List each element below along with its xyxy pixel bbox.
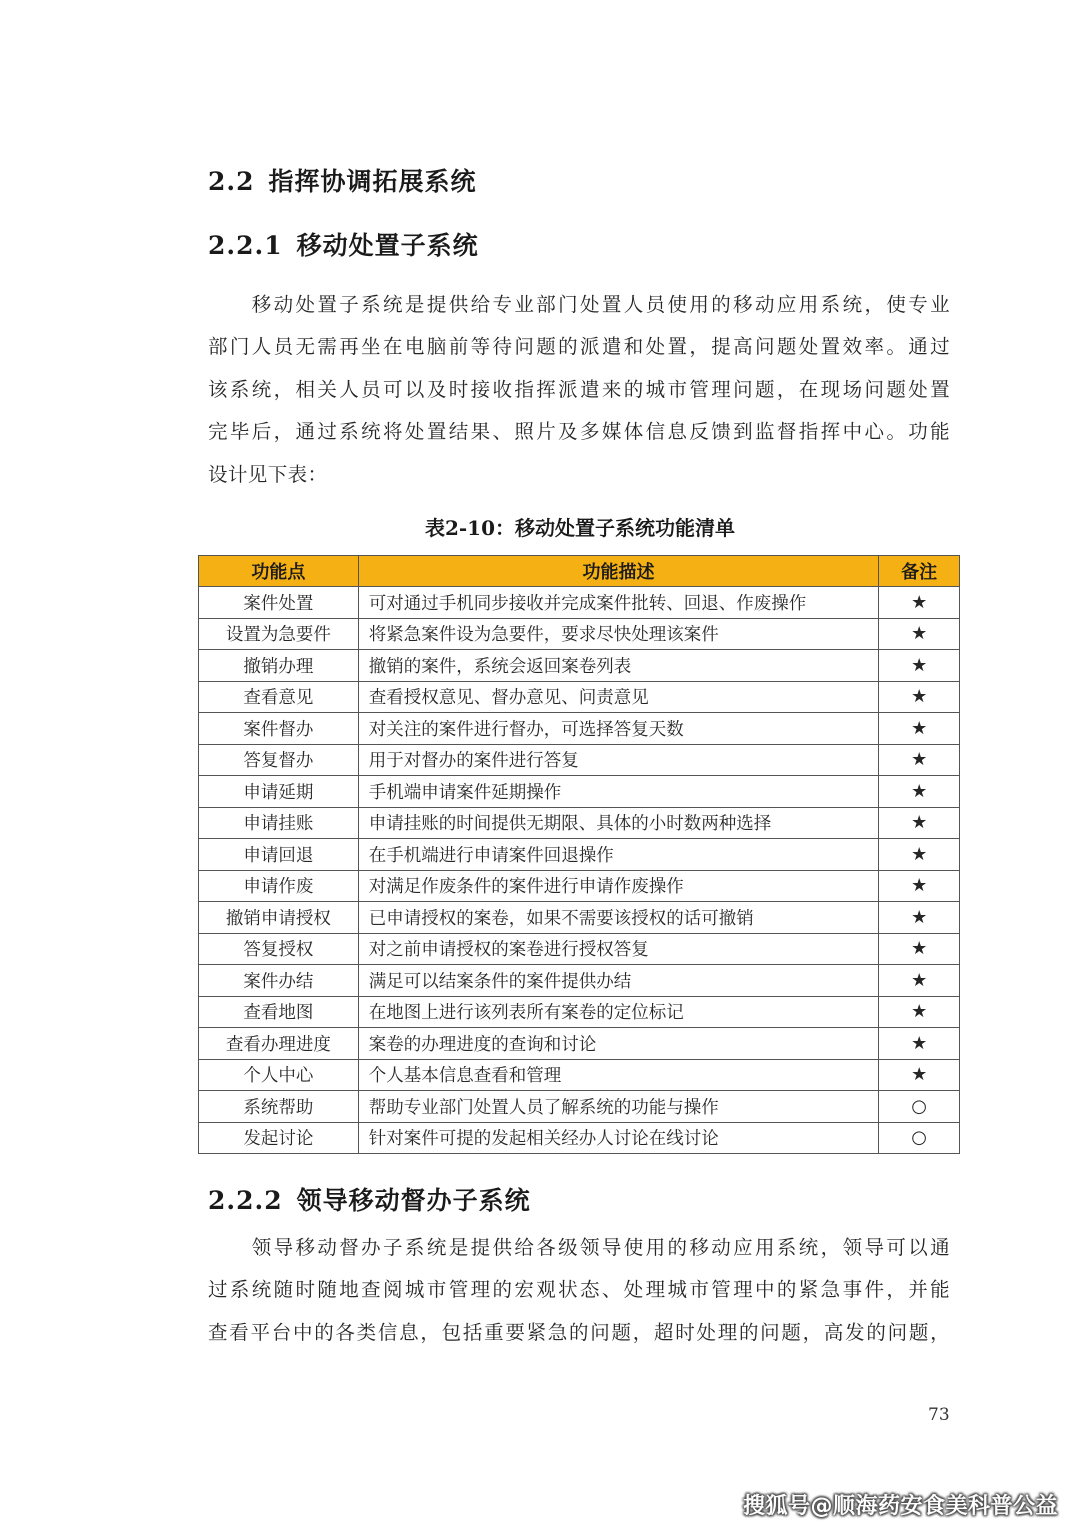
cell-remark: ○ [879, 1122, 960, 1154]
table-row [199, 650, 960, 682]
cell-description: 个人基本信息查看和管理 [358, 1059, 879, 1091]
cell-description: 已申请授权的案卷，如果不需要该授权的话可撤销 [358, 902, 879, 934]
cell-remark: ★ [879, 807, 960, 839]
cell-function-point: 案件督办 [199, 713, 359, 745]
table-row [199, 807, 960, 839]
cell-description: 对满足作废条件的案件进行申请作废操作 [358, 870, 879, 902]
cell-description: 在手机端进行申请案件回退操作 [358, 839, 879, 871]
paragraph-line: 查看平台中的各类信息，包括重要紧急的问题，超时处理的问题，高发的问题， [208, 1320, 950, 1344]
cell-description: 将紧急案件设为急要件，要求尽快处理该案件 [358, 618, 879, 650]
cell-remark: ★ [879, 1028, 960, 1060]
table-row [199, 1059, 960, 1091]
cell-description: 撤销的案件，系统会返回案卷列表 [358, 650, 879, 682]
cell-remark: ★ [879, 618, 960, 650]
cell-remark: ★ [879, 1059, 960, 1091]
cell-description: 针对案件可提的发起相关经办人讨论在线讨论 [358, 1122, 879, 1154]
cell-function-point: 撤销办理 [199, 650, 359, 682]
table-row [199, 1028, 960, 1060]
subsection-heading-1 [208, 226, 479, 262]
cell-function-point: 案件处置 [199, 587, 359, 619]
table-row [199, 681, 960, 713]
cell-description: 可对通过手机同步接收并完成案件批转、回退、作废操作 [358, 587, 879, 619]
header-remark: 备注 [879, 556, 960, 587]
cell-remark: ★ [879, 681, 960, 713]
paragraph-line: 领导移动督办子系统是提供给各级领导使用的移动应用系统，领导可以通 [208, 1236, 950, 1259]
table-row [199, 870, 960, 902]
cell-function-point: 申请回退 [199, 839, 359, 871]
cell-remark: ★ [879, 650, 960, 682]
subsection-number-1: 2.2.1 [208, 231, 283, 260]
cell-function-point: 查看意见 [199, 681, 359, 713]
cell-remark: ★ [879, 933, 960, 965]
table-row [199, 744, 960, 776]
cell-description: 手机端申请案件延期操作 [358, 776, 879, 808]
cell-description: 满足可以结案条件的案件提供办结 [358, 965, 879, 997]
cell-remark: ★ [879, 839, 960, 871]
cell-description: 在地图上进行该列表所有案卷的定位标记 [358, 996, 879, 1028]
cell-remark: ★ [879, 965, 960, 997]
source-watermark: 搜狐号@顺海药安食美科普公益 [742, 1494, 1058, 1519]
paragraph-line: 过系统随时随地查阅城市管理的宏观状态、处理城市管理中的紧急事件，并能 [208, 1278, 950, 1302]
cell-function-point: 答复督办 [199, 744, 359, 776]
cell-description: 用于对督办的案件进行答复 [358, 744, 879, 776]
paragraph-line: 移动处置子系统是提供给专业部门处置人员使用的移动应用系统，使专业 [208, 293, 950, 316]
body-paragraph-1 [208, 284, 950, 496]
table-row [199, 713, 960, 745]
subsection-title-1: 移动处置子系统 [296, 231, 479, 260]
cell-function-point: 个人中心 [199, 1059, 359, 1091]
cell-remark: ★ [879, 870, 960, 902]
cell-function-point: 发起讨论 [199, 1122, 359, 1154]
cell-function-point: 申请挂账 [199, 807, 359, 839]
cell-description: 查看授权意见、督办意见、问责意见 [358, 681, 879, 713]
header-function-point: 功能点 [199, 556, 359, 587]
cell-description: 对关注的案件进行督办，可选择答复天数 [358, 713, 879, 745]
table-row [199, 1091, 960, 1123]
paragraph-line: 部门人员无需再坐在电脑前等待问题的派遣和处置，提高问题处置效率。通过 [208, 335, 950, 359]
cell-remark: ★ [879, 744, 960, 776]
cell-function-point: 系统帮助 [199, 1091, 359, 1123]
cell-remark: ★ [879, 776, 960, 808]
cell-remark: ★ [879, 902, 960, 934]
cell-remark: ★ [879, 996, 960, 1028]
page-number: 73 [928, 1405, 950, 1425]
header-function-description: 功能描述 [358, 556, 879, 587]
subsection-heading-2 [208, 1181, 531, 1217]
cell-remark: ★ [879, 713, 960, 745]
subsection-title-2: 领导移动督办子系统 [296, 1186, 531, 1215]
section-number: 2.2 [208, 167, 255, 196]
cell-function-point: 答复授权 [199, 933, 359, 965]
function-table [198, 555, 960, 1154]
cell-function-point: 申请作废 [199, 870, 359, 902]
cell-function-point: 设置为急要件 [199, 618, 359, 650]
cell-description: 帮助专业部门处置人员了解系统的功能与操作 [358, 1091, 879, 1123]
cell-function-point: 查看办理进度 [199, 1028, 359, 1060]
cell-remark: ○ [879, 1091, 960, 1123]
cell-description: 申请挂账的时间提供无期限、具体的小时数两种选择 [358, 807, 879, 839]
cell-function-point: 申请延期 [199, 776, 359, 808]
table-row [199, 933, 960, 965]
table-row [199, 839, 960, 871]
paragraph-line: 该系统，相关人员可以及时接收指挥派遣来的城市管理问题，在现场问题处置 [208, 377, 950, 401]
section-heading [208, 162, 477, 198]
cell-function-point: 撤销申请授权 [199, 902, 359, 934]
subsection-number-2: 2.2.2 [208, 1186, 283, 1215]
body-paragraph-2 [208, 1227, 950, 1354]
table-caption: 表2-10：移动处置子系统功能清单 [424, 516, 736, 540]
table-row [199, 965, 960, 997]
table-row [199, 902, 960, 934]
cell-description: 案卷的办理进度的查询和讨论 [358, 1028, 879, 1060]
table-row [199, 618, 960, 650]
table-row [199, 587, 960, 619]
cell-remark: ★ [879, 587, 960, 619]
table-row [199, 996, 960, 1028]
table-row [199, 1122, 960, 1154]
paragraph-line: 完毕后，通过系统将处置结果、照片及多媒体信息反馈到监督指挥中心。功能 [208, 420, 950, 444]
table-header-row [199, 556, 960, 587]
table-row [199, 776, 960, 808]
paragraph-line: 设计见下表： [208, 462, 328, 486]
cell-function-point: 案件办结 [199, 965, 359, 997]
cell-description: 对之前申请授权的案卷进行授权答复 [358, 933, 879, 965]
cell-function-point: 查看地图 [199, 996, 359, 1028]
section-title: 指挥协调拓展系统 [268, 167, 477, 196]
